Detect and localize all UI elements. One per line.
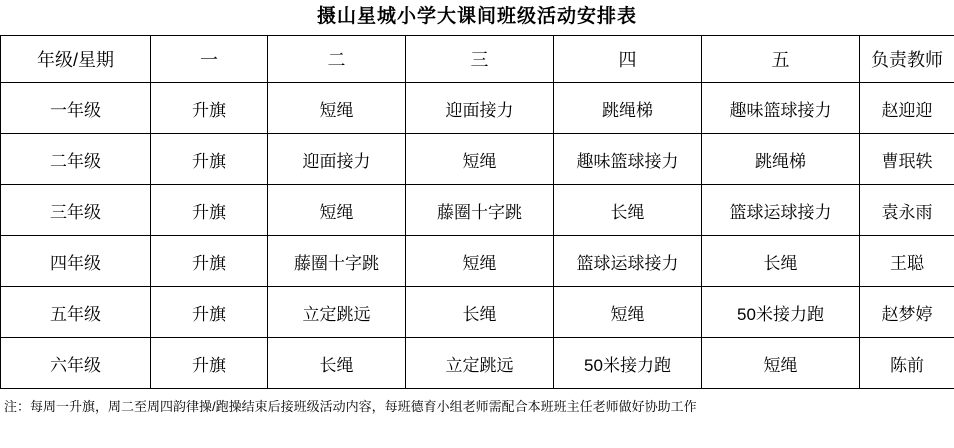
cell-activity: 升旗 bbox=[151, 134, 268, 185]
cell-activity: 篮球运球接力 bbox=[554, 236, 702, 287]
table-row bbox=[1, 287, 954, 338]
cell-activity: 跳绳梯 bbox=[554, 83, 702, 134]
cell-activity: 迎面接力 bbox=[406, 83, 554, 134]
row-header-grade: 二年级 bbox=[1, 134, 151, 185]
cell-activity: 短绳 bbox=[268, 185, 406, 236]
table-row bbox=[1, 185, 954, 236]
column-header-teacher: 负责教师 bbox=[860, 36, 954, 83]
cell-activity: 藤圈十字跳 bbox=[268, 236, 406, 287]
cell-activity: 跳绳梯 bbox=[702, 134, 860, 185]
cell-teacher: 赵迎迎 bbox=[860, 83, 954, 134]
cell-activity: 升旗 bbox=[151, 287, 268, 338]
footnote: 注：每周一升旗，周二至周四韵律操/跑操结束后接班级活动内容，每班德育小组老师需配合本班班主任老师做好协助工作 bbox=[4, 399, 697, 414]
cell-activity: 立定跳远 bbox=[406, 338, 554, 389]
cell-activity: 短绳 bbox=[268, 83, 406, 134]
cell-activity: 短绳 bbox=[406, 236, 554, 287]
column-header-friday: 五 bbox=[702, 36, 860, 83]
cell-activity: 升旗 bbox=[151, 185, 268, 236]
cell-activity: 短绳 bbox=[702, 338, 860, 389]
cell-activity: 50米接力跑 bbox=[554, 338, 702, 389]
row-header-grade: 五年级 bbox=[1, 287, 151, 338]
table-row bbox=[1, 338, 954, 389]
column-header-wednesday: 三 bbox=[406, 36, 554, 83]
cell-activity: 升旗 bbox=[151, 236, 268, 287]
table-header-row bbox=[1, 36, 954, 83]
cell-activity: 长绳 bbox=[702, 236, 860, 287]
cell-activity: 长绳 bbox=[554, 185, 702, 236]
cell-teacher: 袁永雨 bbox=[860, 185, 954, 236]
cell-activity: 藤圈十字跳 bbox=[406, 185, 554, 236]
column-header-monday: 一 bbox=[151, 36, 268, 83]
cell-activity: 长绳 bbox=[406, 287, 554, 338]
table-row bbox=[1, 134, 954, 185]
table-row bbox=[1, 236, 954, 287]
cell-teacher: 曹珉轶 bbox=[860, 134, 954, 185]
cell-teacher: 王聪 bbox=[860, 236, 954, 287]
row-header-grade: 六年级 bbox=[1, 338, 151, 389]
cell-activity: 趣味篮球接力 bbox=[554, 134, 702, 185]
cell-activity: 趣味篮球接力 bbox=[702, 83, 860, 134]
cell-teacher: 陈前 bbox=[860, 338, 954, 389]
cell-activity: 迎面接力 bbox=[268, 134, 406, 185]
cell-activity: 立定跳远 bbox=[268, 287, 406, 338]
cell-activity: 升旗 bbox=[151, 338, 268, 389]
row-header-grade: 三年级 bbox=[1, 185, 151, 236]
column-header-grade-weekday: 年级/星期 bbox=[1, 36, 151, 83]
row-header-grade: 四年级 bbox=[1, 236, 151, 287]
table-row bbox=[1, 83, 954, 134]
cell-activity: 篮球运球接力 bbox=[702, 185, 860, 236]
cell-activity: 升旗 bbox=[151, 83, 268, 134]
column-header-tuesday: 二 bbox=[268, 36, 406, 83]
schedule-table bbox=[0, 35, 954, 389]
page-title: 摄山星城小学大课间班级活动安排表 bbox=[316, 6, 637, 27]
cell-activity: 短绳 bbox=[406, 134, 554, 185]
cell-activity: 短绳 bbox=[554, 287, 702, 338]
cell-teacher: 赵梦婷 bbox=[860, 287, 954, 338]
cell-activity: 长绳 bbox=[268, 338, 406, 389]
cell-activity: 50米接力跑 bbox=[702, 287, 860, 338]
row-header-grade: 一年级 bbox=[1, 83, 151, 134]
column-header-thursday: 四 bbox=[554, 36, 702, 83]
